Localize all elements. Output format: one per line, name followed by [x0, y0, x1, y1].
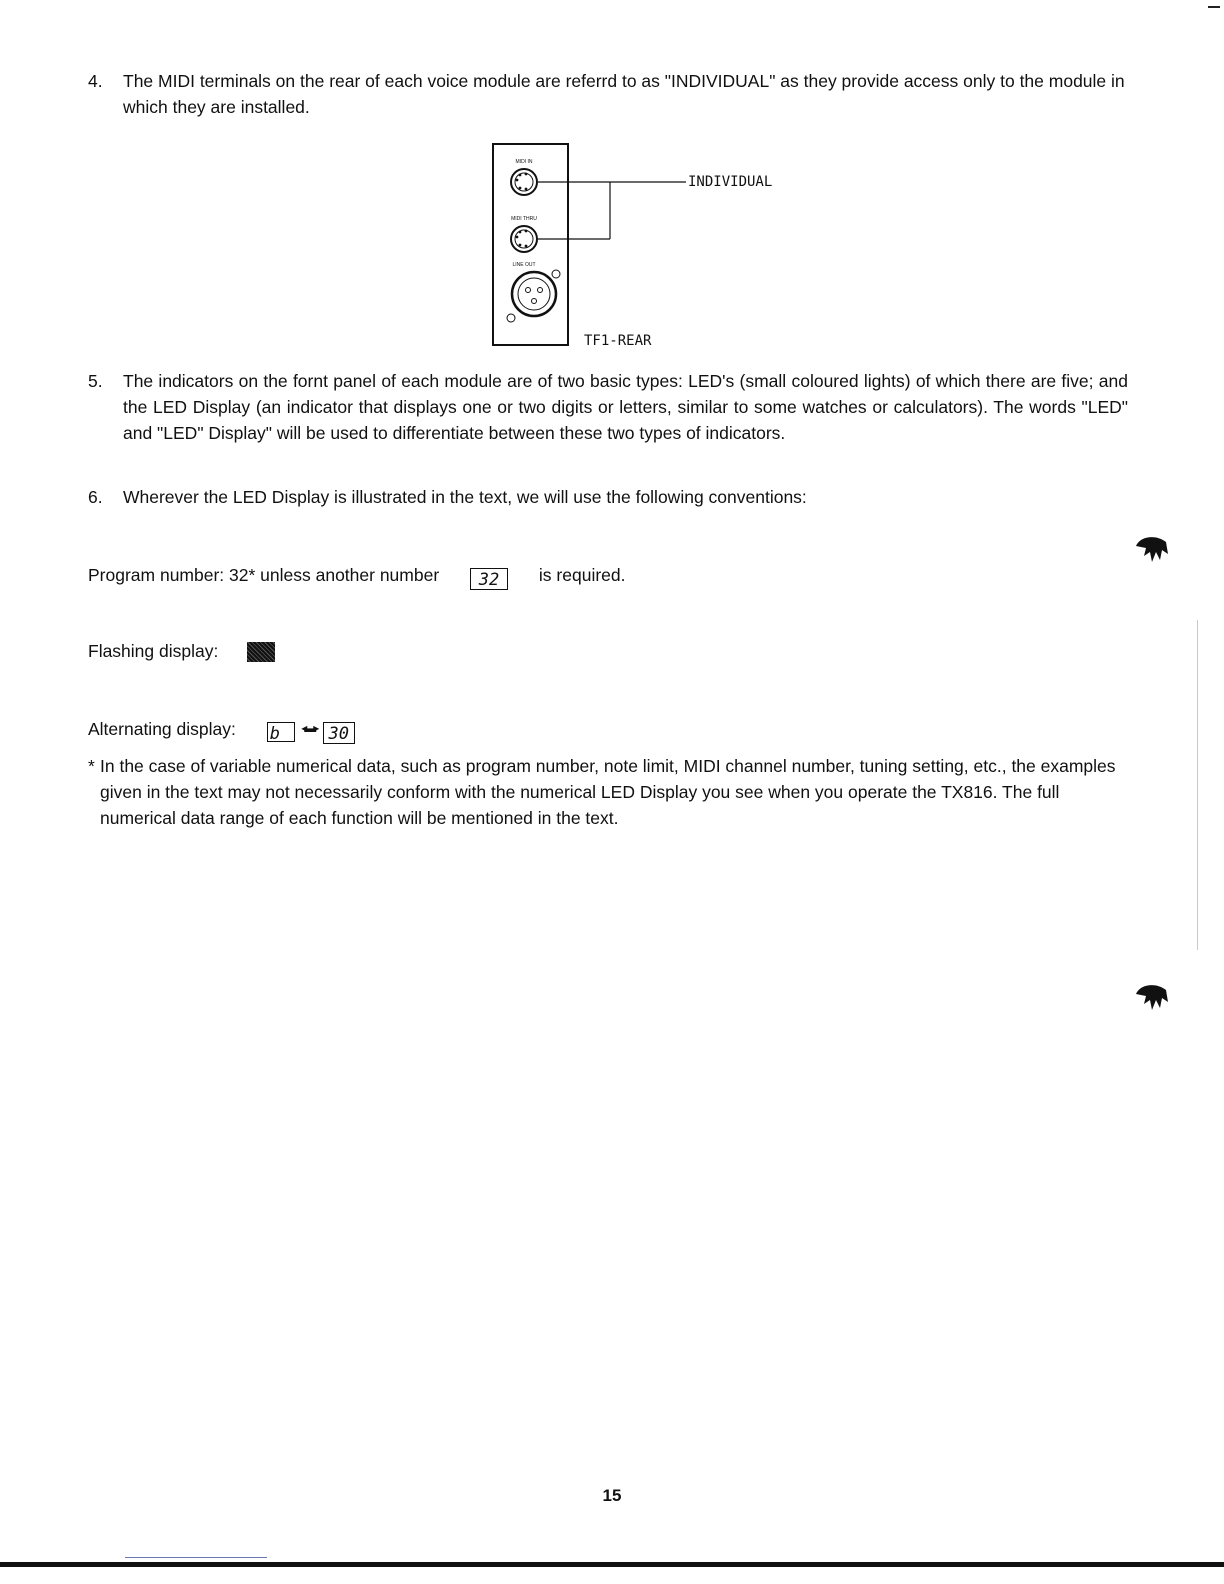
scan-edge-line: [1197, 620, 1198, 950]
flashing-label: Flashing display:: [88, 641, 219, 661]
binder-mark-icon: [1132, 980, 1172, 1014]
line-out-connector: [507, 270, 560, 322]
midi-thru-connector: [511, 226, 537, 252]
led-digits: 32: [478, 570, 500, 590]
alt-digit-a: b: [269, 724, 280, 744]
midi-thru-label: MIDI THRU: [511, 216, 537, 222]
item-text: The MIDI terminals on the rear of each voice module are referrd to as "INDIVIDUAL" as they provide access only to the module in which they are installed.: [123, 71, 1125, 117]
footnote-marker: *: [88, 756, 95, 776]
figure-caption: TF1-REAR: [584, 333, 652, 349]
bottom-rule: [0, 1562, 1224, 1567]
binder-mark-icon: [1132, 532, 1172, 566]
convention-program-number: [88, 562, 626, 590]
midi-in-connector: [511, 169, 537, 195]
line-out-label: LINE OUT: [512, 262, 536, 268]
bottom-accent-line: [125, 1557, 267, 1558]
alt-display-b: [323, 722, 355, 744]
alt-display-a: [267, 722, 295, 742]
program-suffix: is required.: [538, 565, 626, 585]
program-prefix: Program number: 32* unless another number: [88, 565, 440, 585]
flashing-display-block: [247, 642, 275, 662]
item-number: 4.: [88, 71, 103, 91]
footnote-text: In the case of variable numerical data, such as program number, note limit, MIDI channel number, tuning setting, etc., the examples given in the text may not necessarily conform with the numerical LED Display you see when you operate the TX816. The full numerical data range of each function will be mentioned in the text.: [100, 756, 1116, 828]
alt-digit-b: 30: [328, 724, 349, 744]
alternating-label: Alternating display:: [88, 719, 236, 739]
item-text: Wherever the LED Display is illustrated in the text, we will use the following conventions:: [123, 487, 807, 507]
item-number: 5.: [88, 371, 103, 391]
tf1-rear-diagram: [480, 138, 840, 358]
midi-in-label: MIDI IN: [515, 159, 533, 165]
alternate-arrow-icon: ◂▬▸: [301, 721, 317, 735]
convention-alternating: [88, 715, 355, 744]
led-display-program: [470, 568, 508, 590]
individual-label: INDIVIDUAL: [688, 174, 773, 190]
item-text: The indicators on the fornt panel of each module are of two basic types: LED's (small coloured lights) of which there are five; and the LED Display (an indicator that displays one or two digits or letters, similar to some watches or calculators). The words "LED" and "LED" Display" will be used to differentiate between these two types of indicators.: [123, 371, 1128, 443]
page-number: 15: [602, 1486, 622, 1505]
corner-tick: [1208, 6, 1220, 8]
item-number: 6.: [88, 487, 103, 507]
convention-flashing: [88, 638, 275, 664]
individual-bracket: [538, 182, 686, 239]
